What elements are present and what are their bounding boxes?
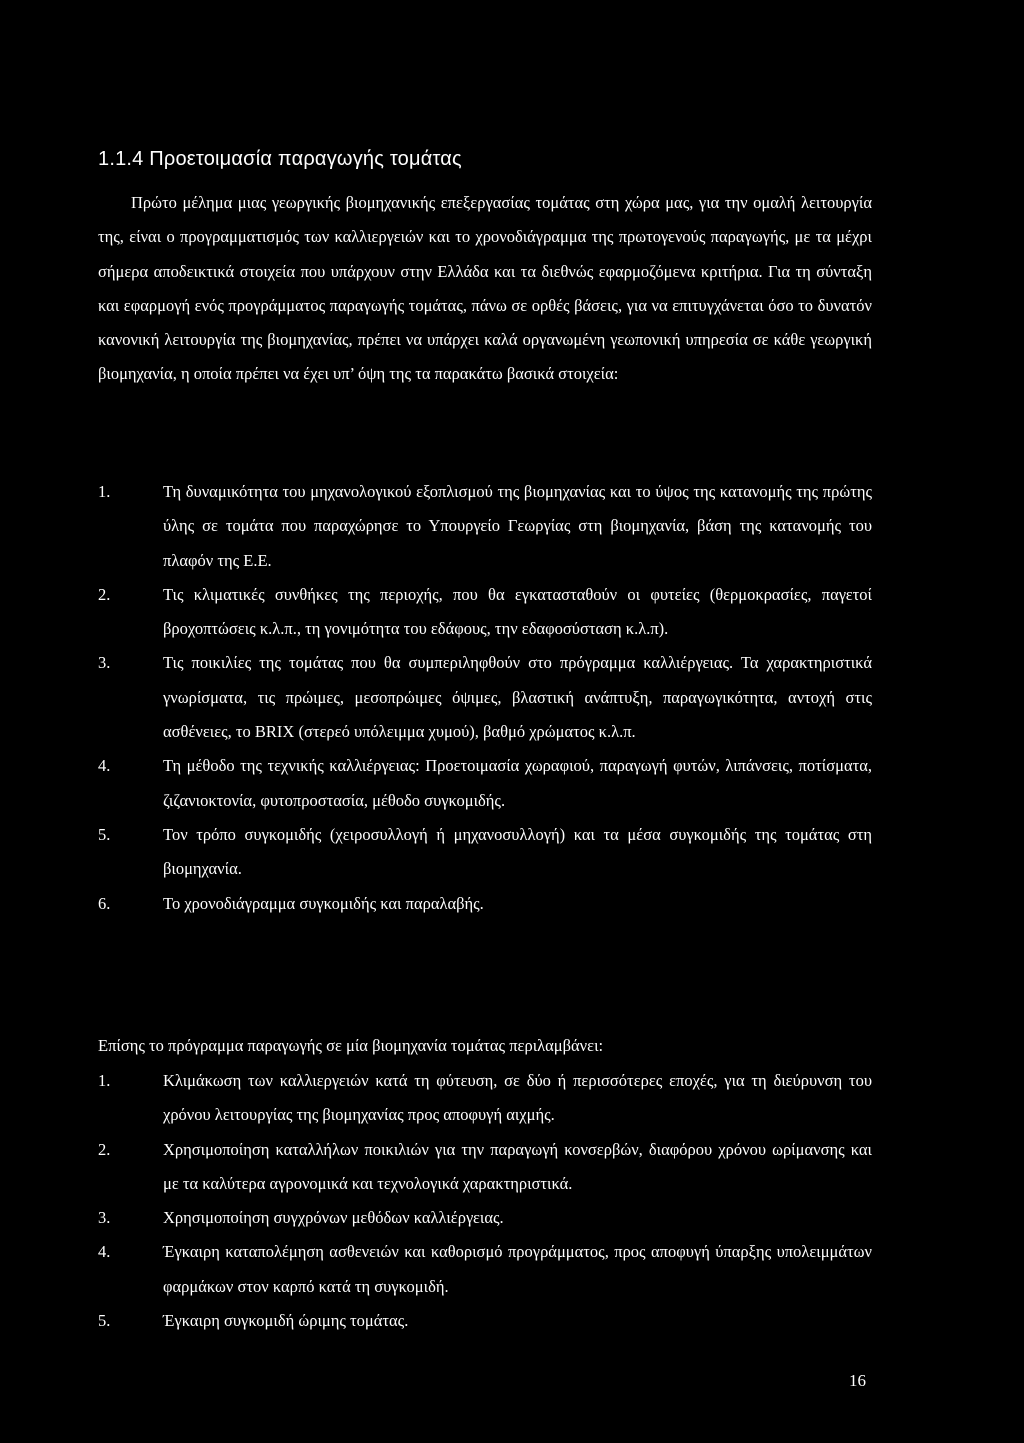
requirements-list xyxy=(98,475,872,921)
list-item-number: 1. xyxy=(98,482,111,501)
list-item-number: 6. xyxy=(98,893,111,913)
list-item xyxy=(98,1201,872,1235)
list-item xyxy=(98,646,872,749)
list-item xyxy=(98,475,872,578)
program-intro: Επίσης το πρόγραμμα παραγωγής σε μία βιομηχανία τομάτας περιλαμβάνει: xyxy=(98,1036,604,1055)
program-list xyxy=(98,1064,872,1338)
list-item xyxy=(98,1235,872,1304)
section-heading: 1.1.4 Προετοιμασία παραγωγής τομάτας xyxy=(98,148,462,170)
list-item-text: Τις κλιματικές συνθήκες της περιοχής, που θα εγκατασταθούν οι φυτείες (θερμοκρασίες, παγετοί βροχοπτώσεις κ.λ.π., τη γονιμότητα του εδάφους, την εδαφοσύσταση κ.λ.π). xyxy=(163,584,872,639)
list-item-text: Τις ποικιλίες της τομάτας που θα συμπεριληφθούν στο πρόγραμμα καλλιέργειας. Τα χαρακτηριστικά γνωρίσματα, τις πρώιμες, μεσοπρώιμες όψιμες, βλαστική ανάπτυξη, παραγωγικότητα, αντοχή στις ασθένειες, το BRIX (στερεό υπόλειμμα χυμού), βαθμό χρώματος κ.λ.π. xyxy=(163,653,872,742)
list-item-text: Τη μέθοδο της τεχνικής καλλιέργειας: Προετοιμασία χωραφιού, παραγωγή φυτών, λιπάνσεις, ποτίσματα, ζιζανιοκτονία, φυτοπροστασία, μέθοδο συγκομιδής. xyxy=(163,756,872,810)
list-item-text: Έγκαιρη καταπολέμηση ασθενειών και καθορισμό προγράμματος, προς αποφυγή ύπαρξης υπολειμμάτων φαρμάκων στον καρπό κατά τη συγκομιδή. xyxy=(163,1242,872,1296)
list-item-number: 4. xyxy=(98,1242,111,1262)
intro-paragraph: Πρώτο μέλημα μιας γεωργικής βιομηχανικής επεξεργασίας τομάτας στη χώρα μας, για την ομαλή λειτουργία της, είναι ο προγραμματισμός των καλλιεργειών και το χρονοδιάγραμμα της πρωτογενούς παραγωγής, με τα μέχρι σήμερα αποδεικτικά στοιχεία που υπάρχουν στην Ελλάδα και τα διεθνώς εφαρμοζόμενα κριτήρια. Για τη σύνταξη και εφαρμογή ενός προγράμματος παραγωγής τομάτας, πάνω σε ορθές βάσεις, για να επιτυγχάνεται όσο το δυνατόν κανονική λειτουργία της βιομηχανίας, πρέπει να υπάρχει καλά οργανωμένη γεωπονική υπηρεσία σε κάθε γεωργική βιομηχανία, η οποία πρέπει να έχει υπ’ όψη της τα παρακάτω βασικά στοιχεία: xyxy=(98,193,872,384)
list-item-text: Έγκαιρη συγκομιδή ώριμης τομάτας. xyxy=(163,1311,409,1331)
list-item-number: 3. xyxy=(98,1208,111,1228)
list-item xyxy=(98,1133,872,1202)
list-item-text: Τη δυναμικότητα του μηχανολογικού εξοπλισμού της βιομηχανίας και το ύψος της κατανομής της πρώτης ύλης σε τομάτα που παραχώρησε το Υπουργείο Γεωργίας στη βιομηχανία, βάση της κατανομής του πλαφόν της Ε.Ε. xyxy=(163,482,872,570)
list-item-number: 2. xyxy=(98,584,111,604)
list-item xyxy=(98,749,872,818)
list-item-text: Κλιμάκωση των καλλιεργειών κατά τη φύτευση, σε δύο ή περισσότερες εποχές, για τη διεύρυνση του χρόνου λειτουργίας της βιομηχανίας προς αποφυγή αιχμής. xyxy=(163,1071,872,1125)
list-item-text: Χρησιμοποίηση συγχρόνων μεθόδων καλλιέργειας. xyxy=(163,1208,504,1228)
list-item-number: 5. xyxy=(98,824,111,844)
list-item xyxy=(98,1064,872,1133)
list-item-number: 5. xyxy=(98,1311,111,1331)
list-item xyxy=(98,818,872,887)
list-item-number: 1. xyxy=(98,1071,111,1090)
list-item xyxy=(98,578,872,647)
list-item-number: 2. xyxy=(98,1139,111,1159)
page-number: 16 xyxy=(849,1371,866,1390)
list-item-number: 4. xyxy=(98,756,111,776)
list-item-number: 3. xyxy=(98,653,111,673)
list-item-text: Τον τρόπο συγκομιδής (χειροσυλλογή ή μηχανοσυλλογή) και τα μέσα συγκομιδής της τομάτας στη βιομηχανία. xyxy=(163,824,872,879)
list-item-text: Χρησιμοποίηση καταλλήλων ποικιλιών για την παραγωγή κονσερβών, διαφόρου χρόνου ωρίμανσης και με τα καλύτερα αγρονομικά και τεχνολογικά χαρακτηριστικά. xyxy=(163,1139,872,1193)
list-item xyxy=(98,1304,872,1338)
list-item xyxy=(98,887,872,921)
list-item-text: Το χρονοδιάγραμμα συγκομιδής και παραλαβής. xyxy=(163,893,484,913)
